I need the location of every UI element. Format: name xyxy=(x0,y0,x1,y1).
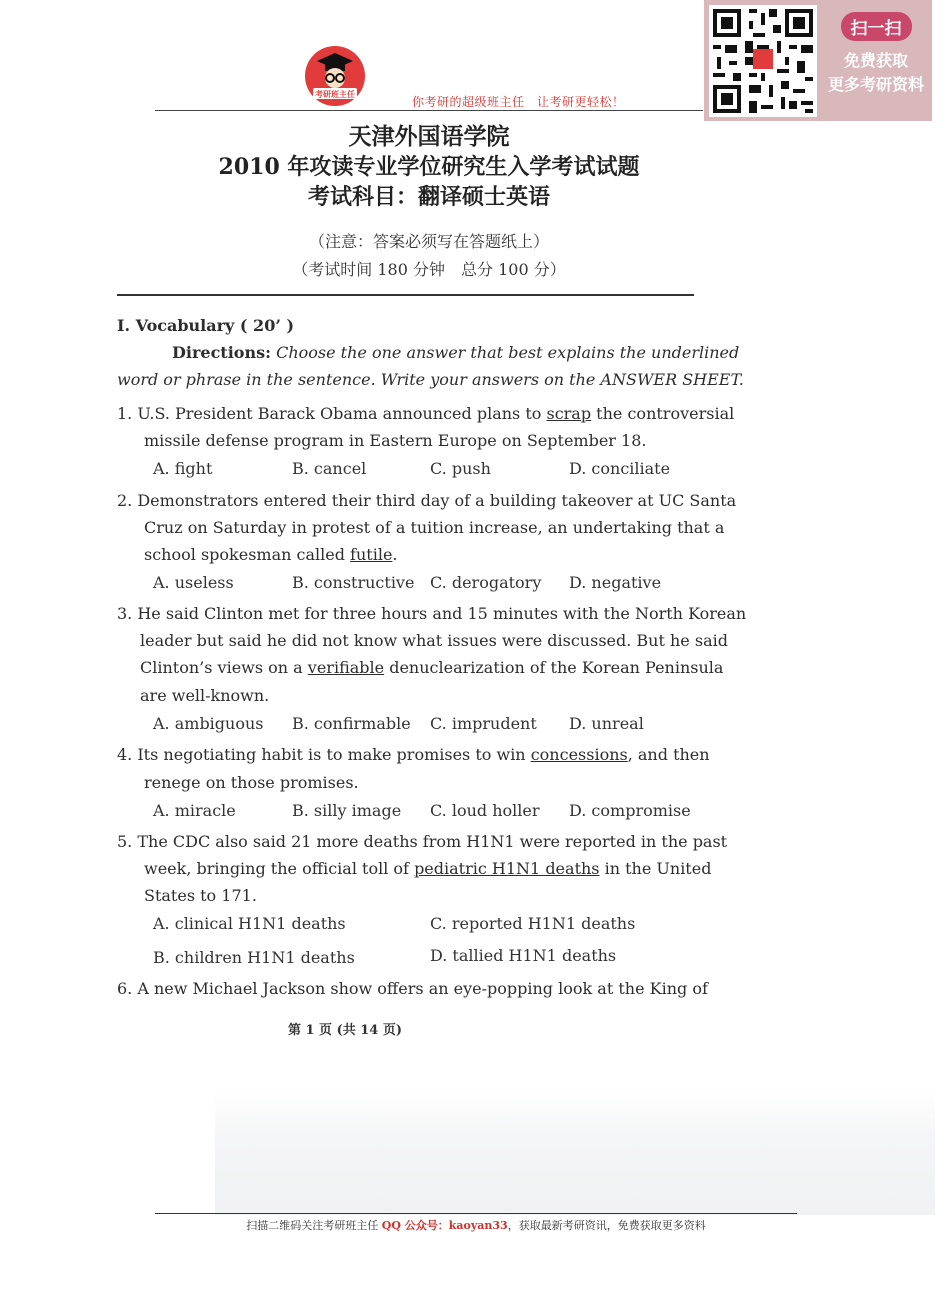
q4-option-d: D. compromise xyxy=(569,801,691,820)
directions-label: Directions: xyxy=(172,343,271,362)
q2-option-b: B. constructive xyxy=(292,573,415,592)
q3-option-c: C. imprudent xyxy=(430,714,537,733)
q1-option-c: C. push xyxy=(430,459,491,478)
directions-text-1: Choose the one answer that best explains the underlined xyxy=(276,343,740,362)
exam-subject: 考试科目：翻译硕士英语 xyxy=(307,184,550,210)
section-heading: I. Vocabulary ( 20’ ) xyxy=(117,316,295,335)
q3-line-3: Clinton’s views on a verifiable denuclearization of the Korean Peninsula xyxy=(140,658,724,677)
footer-suffix: ，获取最新考研资讯，免费获取更多资料 xyxy=(507,1219,706,1232)
slogan: 你考研的超级班主任 让考研更轻松！ xyxy=(412,95,625,109)
q2-line-2: Cruz on Saturday in protest of a tuition increase, an undertaking that a xyxy=(144,518,725,537)
page-number: 第 1 页 (共 14 页) xyxy=(287,1023,403,1038)
header-rule xyxy=(155,110,703,111)
q4-option-c: C. loud holler xyxy=(430,801,540,820)
q5-option-b: B. children H1N1 deaths xyxy=(153,948,355,967)
q3-line-2: leader but said he did not know what issues were discussed. But he said xyxy=(140,631,728,650)
answer-notice: （注意：答案必须写在答题纸上） xyxy=(308,232,549,251)
q3-line-1: 3. He said Clinton met for three hours and 15 minutes with the North Korean xyxy=(117,604,747,623)
q2-line-1: 2. Demonstrators entered their third day of a building takeover at UC Santa xyxy=(117,491,737,510)
q3-option-a: A. ambiguous xyxy=(153,714,264,733)
q5-line-3: States to 171. xyxy=(144,886,257,905)
scan-shadow xyxy=(215,1090,935,1215)
scan-badge: 扫一扫 xyxy=(841,12,912,41)
kaoyan-logo xyxy=(303,44,367,108)
q5-underlined: pediatric H1N1 deaths xyxy=(414,859,600,878)
q4-underlined: concessions xyxy=(530,745,628,764)
q1-option-a: A. fight xyxy=(153,459,213,478)
q2-underlined: futile xyxy=(350,545,393,564)
q1-line-1: 1. U.S. President Barack Obama announced plans to scrap the controversial xyxy=(117,404,735,423)
qr-promo-panel[interactable] xyxy=(704,0,932,121)
footer-rule xyxy=(155,1213,797,1214)
q1-option-b: B. cancel xyxy=(292,459,367,478)
q5-option-d: D. tallied H1N1 deaths xyxy=(430,946,617,965)
q5-option-a: A. clinical H1N1 deaths xyxy=(153,914,346,933)
q1-underlined: scrap xyxy=(546,404,592,423)
q5-option-c: C. reported H1N1 deaths xyxy=(430,914,636,933)
q3-option-d: D. unreal xyxy=(569,714,644,733)
q2-line-3: school spokesman called futile. xyxy=(144,545,398,564)
q4-line-2: renege on those promises. xyxy=(144,773,359,792)
q4-option-b: B. silly image xyxy=(292,801,402,820)
time-score: （考试时间 180 分钟 总分 100 分） xyxy=(292,260,566,279)
qr-code-icon[interactable] xyxy=(709,5,817,117)
qr-promo-text xyxy=(826,12,926,97)
q5-line-1: 5. The CDC also said 21 more deaths from H1N1 were reported in the past xyxy=(117,832,728,851)
q4-line-1: 4. Its negotiating habit is to make promises to win concessions, and then xyxy=(117,745,710,764)
footer-highlight: QQ 公众号：kaoyan33 xyxy=(381,1219,508,1232)
logo-text: 考研班主任 xyxy=(315,90,355,99)
q3-option-b: B. confirmable xyxy=(292,714,411,733)
q4-option-a: A. miracle xyxy=(153,801,236,820)
q2-option-a: A. useless xyxy=(153,573,234,592)
qr-line-2: 更多考研资料 xyxy=(827,75,924,94)
qr-line-1: 免费获取 xyxy=(843,51,908,70)
title-rule xyxy=(117,294,694,296)
school-name: 天津外国语学院 xyxy=(348,123,510,150)
footer-promo xyxy=(155,1217,797,1233)
q2-option-d: D. negative xyxy=(569,573,662,592)
q1-line-2: missile defense program in Eastern Europe on September 18. xyxy=(144,431,647,450)
q6-line-1: 6. A new Michael Jackson show offers an eye-popping look at the King of xyxy=(117,979,708,998)
directions-line-2: word or phrase in the sentence. Write your answers on the ANSWER SHEET. xyxy=(117,370,744,389)
directions-line-1 xyxy=(172,343,739,362)
exam-title: 2010 年攻读专业学位研究生入学考试试题 xyxy=(218,154,640,180)
footer-prefix: 扫描二维码关注考研班主任 xyxy=(246,1219,382,1232)
q3-line-4: are well-known. xyxy=(140,686,270,705)
q2-option-c: C. derogatory xyxy=(430,573,542,592)
q1-option-d: D. conciliate xyxy=(569,459,671,478)
q5-line-2: week, bringing the official toll of pediatric H1N1 deaths in the United xyxy=(144,859,712,878)
q3-underlined: verifiable xyxy=(307,658,385,677)
